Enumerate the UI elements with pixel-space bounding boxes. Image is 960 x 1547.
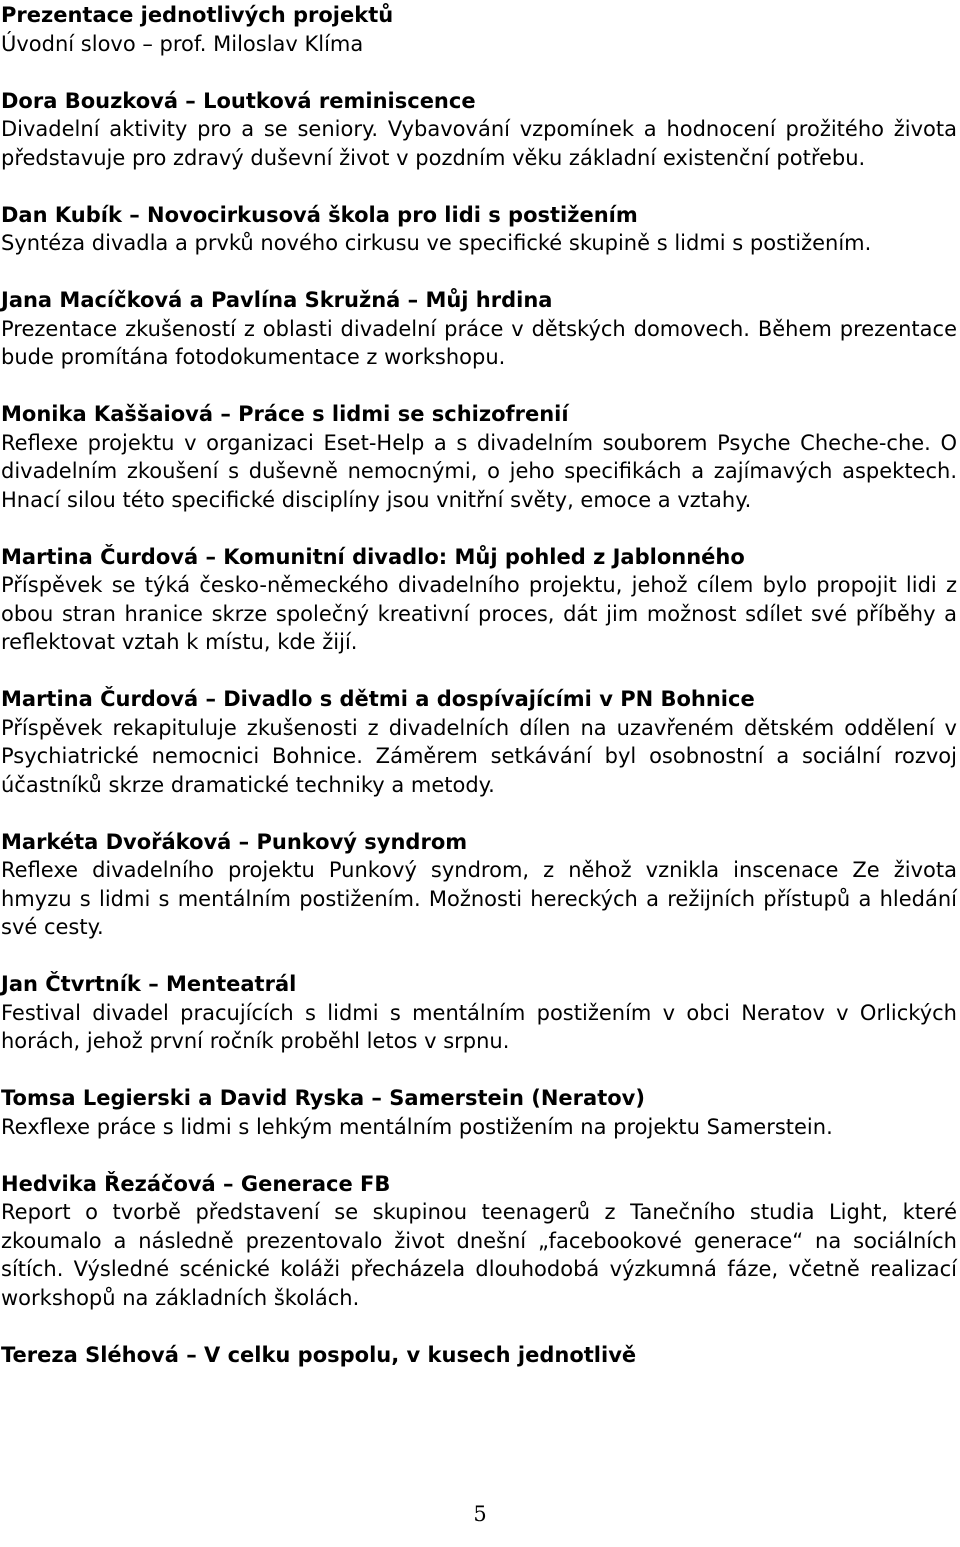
project-title: Dora Bouzková – Loutková reminiscence	[1, 88, 476, 113]
project-description: Report o tvorbě představení se skupinou teenagerů z Tanečního studia Light, které zkoumalo a následně prezentovalo život dnešní „facebookové generace“ na sociálních sítích. Výsledné scénické koláži přecházela dlouhodobá výzkumná fáze, včetně realizací workshopů na základních školách.	[1, 1200, 957, 1310]
project-item	[1, 543, 957, 657]
project-item	[1, 201, 957, 258]
project-description: Příspěvek se týká česko-německého divadelního projektu, jehož cílem bylo propojit lidi z obou stran hranice skrze společný kreativní proces, dát jim možnost sdílet své příběhy a reflektovat vztah k místu, kde žijí.	[1, 573, 957, 654]
page-number: 5	[473, 1502, 487, 1526]
intro-section	[1, 1, 957, 58]
project-title: Martina Čurdová – Divadlo s dětmi a dospívajícími v PN Bohnice	[1, 687, 755, 711]
project-title: Jan Čtvrtník – Menteatrál	[1, 972, 297, 996]
intro-line: Úvodní slovo – prof. Miloslav Klíma	[1, 31, 364, 56]
project-item	[1, 970, 957, 1056]
project-title: Monika Kaššaiová – Práce s lidmi se schizofrenií	[1, 402, 569, 426]
project-description: Prezentace zkušeností z oblasti divadelní práce v dětských domovech. Během prezentace bude promítána fotodokumentace z workshopu.	[1, 316, 957, 369]
project-title: Tomsa Legierski a David Ryska – Samerstein (Neratov)	[1, 1086, 645, 1110]
project-description: Reflexe projektu v organizaci Eset-Help a s divadelním souborem Psyche Cheche-che. O divadelním zkoušení s duševně nemocnými, o jeho specifikách a zajímavých aspektech. Hnací silou této specifické disciplíny jsou vnitřní světy, emoce a vztahy.	[1, 430, 957, 512]
project-description: Festival divadel pracujících s lidmi s mentálním postižením v obci Neratov v Orlických horách, jehož první ročník proběhl letos v srpnu.	[1, 1000, 957, 1053]
project-item	[1, 1084, 957, 1141]
project-item	[1, 87, 957, 173]
project-description: Syntéza divadla a prvků nového cirkusu ve specifické skupině s lidmi s postižením.	[1, 231, 872, 255]
project-description: Příspěvek rekapituluje zkušenosti z divadelních dílen na uzavřeném dětském oddělení v Psychiatrické nemocnici Bohnice. Záměrem setkávání byl osobnostní a sociální rozvoj účastníků skrze dramatické techniky a metody.	[1, 715, 957, 797]
project-title: Martina Čurdová – Komunitní divadlo: Můj pohled z Jablonného	[1, 544, 745, 569]
project-item	[1, 400, 957, 514]
project-item	[1, 1170, 957, 1313]
project-title: Dan Kubík – Novocirkusová škola pro lidi s postižením	[1, 202, 638, 227]
project-title: Markéta Dvořáková – Punkový syndrom	[1, 829, 468, 854]
document-page	[1, 1, 957, 1398]
project-item	[1, 685, 957, 799]
project-title: Hedvika Řezáčová – Generace FB	[1, 1171, 391, 1196]
project-item	[1, 1341, 957, 1370]
project-description: Reflexe divadelního projektu Punkový syndrom, z něhož vznikla inscenace Ze života hmyzu s lidmi s mentálním postižením. Možnosti hereckých a režijních přístupů a hledání své cesty.	[1, 858, 957, 939]
project-title: Tereza Sléhová – V celku pospolu, v kusech jednotlivě	[1, 1342, 637, 1367]
project-description: Divadelní aktivity pro a se seniory. Vybavování vzpomínek a hodnocení prožitého života představuje pro zdravý duševní život v pozdním věku základní existenční potřebu.	[1, 117, 957, 170]
project-description: Rexflexe práce s lidmi s lehkým mentálním postižením na projektu Samerstein.	[1, 1114, 833, 1139]
page-title: Prezentace jednotlivých projektů	[1, 3, 394, 27]
project-item	[1, 286, 957, 372]
project-item	[1, 828, 957, 942]
project-title: Jana Macíčková a Pavlína Skružná – Můj hrdina	[1, 288, 553, 312]
